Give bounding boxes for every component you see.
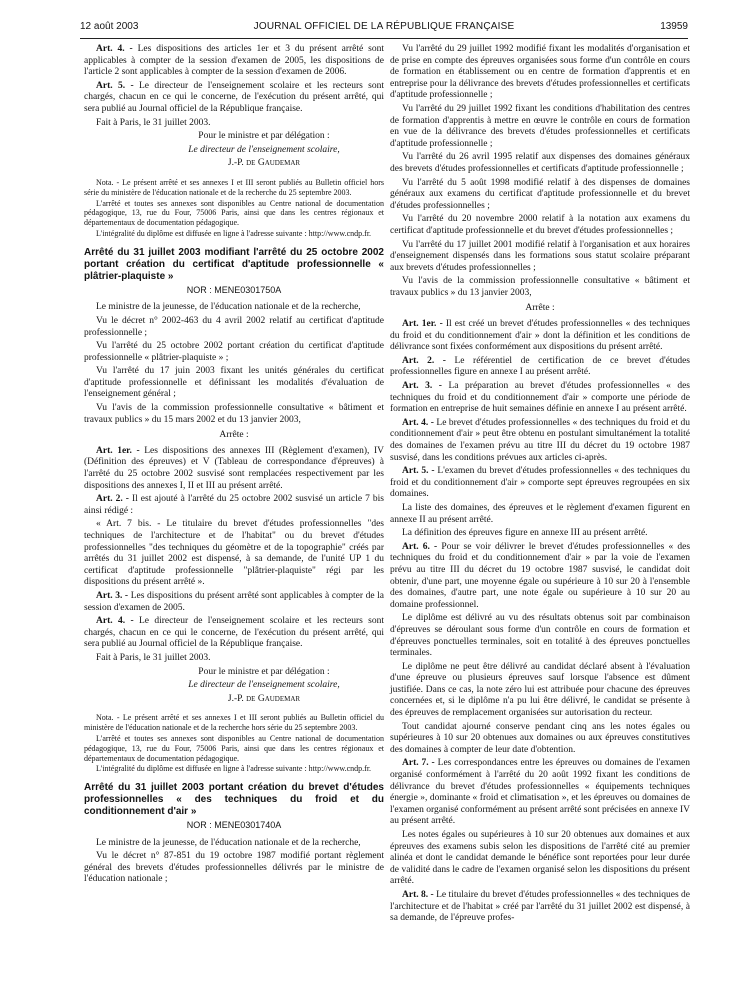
paragraph: [390, 466, 690, 501]
article-text: Les dispositions des annexes III (Règlement d'examen), IV (Définition des épreuves) et V (Tableau de correspondance d'épreuves) à l'arrêté du 25 octobre 2002 susvisé sont remplacées respectivement par les dispositions des annexes I, II et III au présent arrêté.: [84, 445, 384, 491]
nota-paragraph: L'intégralité du diplôme est diffusée en ligne à l'adresse suivante : http://www.cndp.fr.: [96, 764, 372, 774]
paragraph: Vu l'avis de la commission professionnelle consultative « bâtiment et travaux publics » du 15 mars 2002 et du 13 janvier 2003,: [84, 403, 384, 425]
nota-paragraph: L'intégralité du diplôme est diffusée en ligne à l'adresse suivante : http://www.cndp.fr.: [96, 228, 372, 238]
paragraph: [84, 494, 384, 517]
article-label: Art. 7. -: [402, 758, 435, 769]
paragraph: Vu l'arrêté du 26 avril 1995 relatif aux dispenses des domaines généraux des brevets d'études professionnelles et certificats d'aptitude professionnelle ;: [390, 152, 690, 174]
paragraph: Tout candidat ajourné conserve pendant cinq ans les notes égales ou supérieures à 10 sur 20 obtenues aux domaines ou aux épreuves constitutives des domaines à compter de leur date d'obtention.: [390, 721, 690, 755]
quoted-article: « Art. 7 bis. - Le titulaire du brevet d'études professionnelles "des techniques de l'architecture et de l'habitat" ou du brevet d'études professionnelles "des techniques du géomètre et de la topographie" créés par arrêtés du 31 juillet 2002 est dispensé, à sa demande, de l'unité UP 1 du certificat d'aptitude professionnelle "plâtrier-plaquiste" régi par les dispositions du présent arrêté ».: [84, 519, 384, 588]
header-date: 12 août 2003: [80, 21, 139, 32]
article-text: Les dispositions du présent arrêté sont applicables à compter de la session d'examen de 2005.: [84, 590, 384, 613]
signature-title-text: Le directeur de l'enseignement scolaire,: [188, 144, 340, 155]
header-page-number: 13959: [660, 21, 688, 32]
article-label: Art. 3. -: [402, 381, 442, 392]
paragraph: [390, 381, 690, 416]
article-text: Le brevet d'études professionnelles « des techniques du froid et du conditionnement d'air » peut être obtenu en postulant simultanément la totalité des domaines de l'examen prévu au titre III du décret du 19 octobre 1987 susvisé, dans les conditions prévues aux articles ci-après.: [390, 417, 690, 463]
paragraph: Vu le décret n° 2002-463 du 4 avril 2002 relatif au certificat d'aptitude professionnelle ;: [84, 315, 384, 338]
article-label: Art. 2. -: [96, 494, 129, 505]
paragraph: La définition des épreuves figure en annexe III au présent arrêté.: [402, 528, 648, 539]
paragraph: [390, 890, 690, 925]
left-column: [84, 44, 384, 888]
article-label: Art. 5. -: [96, 80, 134, 91]
arrete-word: Arrête :: [219, 430, 249, 441]
paragraph: [390, 542, 690, 612]
paragraph: Vu l'arrêté du 20 novembre 2000 relatif à la notation aux examens du certificat d'aptitude professionnelle et du brevet d'études professionnelles ;: [390, 214, 690, 236]
signature-title: [144, 680, 384, 692]
fait-line: Fait à Paris, le 31 juillet 2003.: [96, 652, 211, 663]
paragraph: Le ministre de la jeunesse, de l'éducation nationale et de la recherche,: [96, 837, 361, 848]
paragraph: Vu l'arrêté du 5 août 1998 modifié relatif à des dispenses de domaines généraux aux examens du certificat d'aptitude professionnelle et du brevet d'études professionnelles ;: [390, 177, 690, 211]
paragraph: Les notes égales ou supérieures à 10 sur 20 obtenues aux domaines et aux épreuves des examens subis selon les dispositions de l'arrêté cité au premier alinéa et dont le candidat demande le bénéfice sont reportées pour leur durée de validité dans le cadre de l'examen organisé selon les dispositions du présent arrêté.: [390, 830, 690, 887]
nor-reference: NOR : MENE0301750A: [186, 284, 282, 295]
article-label: Art. 1er. -: [96, 445, 140, 456]
paragraph: Vu l'arrêté du 29 juillet 1992 modifié fixant les modalités d'organisation et de prise en compte des épreuves organisées sous forme d'un contrôle en cours de formation en établissement ou en centre de formation d'apprentis et en entreprise pour la délivrance des brevets d'études professionnelles et certificats d'aptitude professionnelle ;: [390, 44, 690, 101]
paragraph: [84, 446, 384, 492]
header-rule: [80, 38, 688, 39]
page-header: [80, 18, 688, 36]
article-label: Art. 1er. -: [402, 319, 443, 330]
arrete-word: Arrête :: [525, 303, 555, 314]
article-label: Art. 2. -: [402, 355, 446, 366]
article-text: Le directeur de l'enseignement scolaire et les recteurs sont chargés, chacun en ce qui le concerne, de l'exécution du présent arrêté, qui sera publié au Journal officiel de la République française.: [84, 616, 385, 650]
paragraph: La liste des domaines, des épreuves et le règlement d'examen figurent en annexe II au présent arrêté.: [390, 502, 690, 525]
paragraph: Vu l'arrêté du 17 juin 2003 fixant les unités générales du certificat d'aptitude professionnelle et définissant les modalités d'évaluation de l'enseignement général ;: [84, 366, 384, 400]
nota-paragraph: Nota. - Le présent arrêté et ses annexes I et III seront publiés au Bulletin officiel du ministère de l'éducation nationale et de la recherche hors série du 25 septembre 2003.: [84, 713, 384, 733]
article-label: Art. 8. -: [402, 889, 434, 900]
article-label: Art. 6. -: [402, 541, 438, 552]
paragraph: Vu l'arrêté du 29 juillet 1992 fixant les conditions d'habilitation des centres de formation d'apprentis à mettre en œuvre le contrôle en cours de formation en vue de la délivrance des brevets d'études professionnelles et certificats d'aptitude professionnelle ;: [390, 103, 690, 149]
right-column: [390, 44, 690, 927]
article-label: Art. 4. -: [96, 616, 134, 627]
arrete-heading: Arrêté du 31 juillet 2003 modifiant l'arrêté du 25 octobre 2002 portant création du certificat d'aptitude professionnelle « plâtrier-plaquiste »: [84, 246, 384, 282]
paragraph: [390, 356, 690, 379]
paragraph: [84, 616, 384, 651]
article-text: Il est ajouté à l'arrêté du 25 octobre 2002 susvisé un article 7 bis ainsi rédigé :: [84, 494, 385, 516]
article-text: Le titulaire du brevet d'études professionnelles « des techniques de l'architecture et de l'habitat » créé par l'arrêté du 31 juillet 2002 est dispensé, à sa demande, de l'épreuve profes-: [390, 889, 691, 924]
header-journal-title: JOURNAL OFFICIEL DE LA RÉPUBLIQUE FRANÇAISE: [253, 21, 515, 32]
article-text: Le référentiel de certification de ce brevet d'études professionnelles figure en annexe I au présent arrêté.: [390, 355, 690, 378]
signature-title: [144, 145, 384, 157]
nota-paragraph: L'arrêté et toutes ses annexes sont disponibles au Centre national de documentation pédagogique, 13, rue du Four, 75006 Paris, ainsi que dans les centres régionaux et départementaux de documentation pédagogique.: [84, 733, 384, 763]
article-text: La préparation au brevet d'études professionnelles « des techniques du froid et du conditionnement d'air » comporte une période de formation en entreprise de huit semaines définie en annexe I au présent arrêté.: [390, 381, 691, 415]
paragraph: [390, 418, 690, 464]
article-label: Art. 4. -: [402, 417, 434, 428]
nota-paragraph: L'arrêté et toutes ses annexes sont disponibles au Centre national de documentation pédagogique, 13, rue du Four, 75006 Paris, ainsi que dans les centres régionaux et départementaux de documentation pédagogique.: [84, 198, 384, 228]
article-label: Art. 3. -: [96, 590, 129, 601]
paragraph: [84, 44, 384, 79]
fait-line: Fait à Paris, le 31 juillet 2003.: [96, 117, 211, 128]
paragraph: Vu l'avis de la commission professionnelle consultative « bâtiment et travaux publics » du 13 janvier 2003,: [390, 276, 690, 298]
paragraph: [390, 319, 690, 354]
paragraph: Vu l'arrêté du 25 octobre 2002 portant création du certificat d'aptitude professionnelle « plâtrier-plaquiste » ;: [84, 341, 384, 363]
article-text: Les correspondances entre les épreuves ou domaines de l'examen organisé conformément à l'arrêté du 20 août 1992 fixant les conditions de délivrance du brevet d'études professionnelles « équipements techniques énergie », dominante « froid et climatisation », et les épreuves ou domaines de l'examen organisé conformément au présent arrêté sont précisées en annexe IV au présent arrêté.: [390, 758, 691, 827]
nota-paragraph: Nota. - Le présent arrêté et ses annexes I et III seront publiés au Bulletin officiel hors série du ministère de l'éducation nationale et de la recherche du 25 septembre 2003.: [84, 177, 384, 197]
paragraph: Vu le décret n° 87-851 du 19 octobre 1987 modifié portant règlement général des brevets d'études professionnelles délivrés par le ministre de l'éducation nationale ;: [84, 851, 384, 885]
signature-line: Pour le ministre et par délégation :: [198, 666, 330, 677]
article-text: Pour se voir délivrer le brevet d'études professionnelles « des techniques du froid et du conditionnement d'air » par la voie de l'examen prévu au titre III du décret du 19 octobre 1987 susvisé, le candidat doit obtenir, d'une part, une moyenne égale ou supérieure à 10 sur 20 à l'ensemble des domaines, d'autre part, une note égale ou supérieure à 10 sur 20 au domaine professionnel.: [390, 541, 691, 610]
paragraph: [390, 758, 690, 828]
signature-title-text: Le directeur de l'enseignement scolaire,: [188, 680, 340, 691]
article-label: Art. 5. -: [402, 466, 435, 477]
paragraph: [84, 81, 384, 116]
paragraph: Le diplôme ne peut être délivré au candidat déclaré absent à l'évaluation d'une épreuve ou plusieurs épreuves sauf lorsque l'absence est dûment justifiée. Dans ce cas, la note zéro lui est attribuée pour chacune des épreuves concernées et, si le diplôme n'a pu lui être délivré, le candidat se présente à des épreuves de remplacement organisées sur autorisation du recteur.: [390, 661, 690, 719]
signature-name: J.-P. de Gaudemar: [227, 158, 301, 169]
article-text: L'examen du brevet d'études professionnelles « des techniques du froid et du conditionnement d'air » comporte sept épreuves regroupées en six domaines.: [390, 466, 691, 500]
paragraph: Le ministre de la jeunesse, de l'éducation nationale et de la recherche,: [96, 302, 361, 313]
article-text: Le directeur de l'enseignement scolaire et les recteurs sont chargés, chacun en ce qui le concerne, de l'exécution du présent arrêté, qui sera publié au Journal officiel de la République française.: [84, 80, 385, 114]
paragraph: Vu l'arrêté du 17 juillet 2001 modifié relatif à l'organisation et aux horaires d'enseignement dispensés dans les formations sous statut scolaire préparant aux brevets d'études professionnelles ;: [390, 239, 690, 273]
signature-line: Pour le ministre et par délégation :: [198, 131, 330, 142]
article-text: Il est créé un brevet d'études professionnelles « des techniques du froid et du conditionnement d'air » dont la définition et les conditions de délivrance sont fixées conformément aux dispositions du présent arrêté.: [390, 319, 690, 353]
paragraph: [84, 591, 384, 614]
paragraph: Le diplôme est délivré au vu des résultats obtenus soit par combinaison d'épreuves se déroulant sous forme d'un contrôle en cours de formation et d'épreuves ponctuelles terminales, soit en totalité à des épreuves ponctuelles terminales.: [390, 613, 690, 659]
article-label: Art. 4. -: [96, 44, 133, 54]
nor-reference: NOR : MENE0301740A: [186, 820, 282, 831]
signature-name: J.-P. de Gaudemar: [227, 693, 301, 704]
arrete-heading: Arrêté du 31 juillet 2003 portant création du brevet d'études professionnelles « des techniques du froid et du conditionnement d'air »: [84, 782, 384, 818]
article-text: Les dispositions des articles 1er et 3 du présent arrêté sont applicables à compter de la session d'examen de 2005, les dispositions de l'article 2 sont applicables à compter de la session d'examen de 2006.: [84, 44, 384, 78]
